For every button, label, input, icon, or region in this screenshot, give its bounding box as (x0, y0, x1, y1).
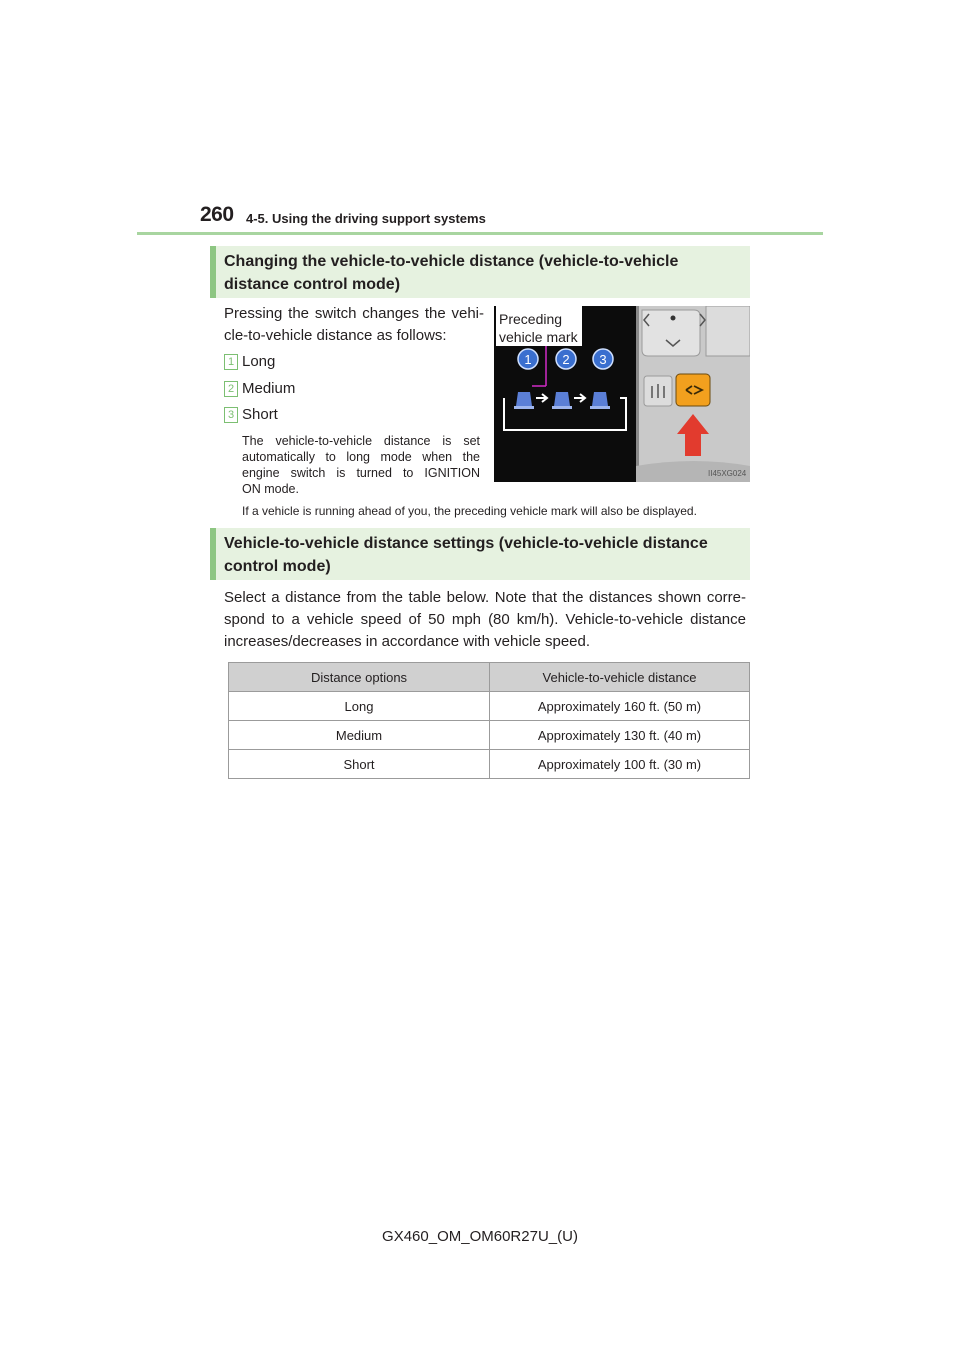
section-title: 4-5. Using the driving support systems (246, 211, 486, 226)
intro-line-1: Pressing the switch changes the vehi- (224, 305, 484, 322)
intro-line-2: cle-to-vehicle distance as follows: (224, 327, 447, 344)
callout-line-1: Preceding (499, 311, 563, 327)
table-cell: Long (229, 692, 490, 721)
section1-intro (224, 303, 484, 347)
section1-heading: Changing the vehicle-to-vehicle distance (vehicle-to-vehicle distance control mode) (210, 246, 750, 298)
footer-code: GX460_OM_OM60R27U_(U) (382, 1228, 578, 1245)
page-number: 260 (200, 203, 234, 226)
vehicle-marks (514, 392, 610, 409)
table-row (229, 692, 750, 721)
item-number-1: 1 (224, 354, 238, 370)
arrow-icon-2 (574, 394, 585, 402)
figure-illustration (494, 306, 750, 482)
section1-note (242, 433, 480, 497)
table-header-distance-options: Distance options (229, 663, 490, 692)
note-line-2: automatically to long mode when the (242, 450, 480, 464)
circle-number-2: 2 (562, 352, 570, 367)
note-line-3: engine switch is turned to IGNITION (242, 466, 480, 480)
figure-cruise-display (494, 306, 750, 482)
section2-heading: Vehicle-to-vehicle distance settings (vehicle-to-vehicle distance control mode) (210, 528, 750, 580)
header-rule (137, 232, 823, 235)
table-header-row (229, 663, 750, 692)
item-number-3: 3 (224, 407, 238, 423)
distance-switch-button (676, 374, 710, 406)
note-line-1: The vehicle-to-vehicle distance is set (242, 434, 480, 448)
para-line-1: Select a distance from the table below. Note that the distances shown corre- (224, 589, 746, 606)
table-cell: Approximately 160 ft. (50 m) (490, 692, 750, 721)
item-number-2: 2 (224, 381, 238, 397)
circle-number-1: 1 (524, 352, 532, 367)
vehicle-mark-3 (592, 392, 608, 406)
distance-table (228, 662, 750, 779)
item-label-short: Short (242, 406, 278, 423)
circle-numbers (518, 349, 613, 369)
section2-paragraph (224, 587, 746, 653)
figure-code: II45XG024 (708, 469, 747, 478)
table-cell: Approximately 100 ft. (30 m) (490, 750, 750, 779)
arrow-icon-1 (536, 394, 547, 402)
note-line-4: ON mode. (242, 482, 299, 496)
table-row (229, 750, 750, 779)
para-line-2: spond to a vehicle speed of 50 mph (80 km/h). Vehicle-to-vehicle distance (224, 611, 746, 628)
item-label-long: Long (242, 353, 276, 370)
vehicle-mark-2 (554, 392, 570, 406)
item-label-medium: Medium (242, 380, 296, 397)
vehicle-mark-1 (516, 392, 532, 406)
table-cell: Medium (229, 721, 490, 750)
table-row (229, 721, 750, 750)
para-line-3: increases/decreases in accordance with vehicle speed. (224, 633, 591, 650)
table-header-vehicle-distance: Vehicle-to-vehicle distance (490, 663, 750, 692)
table-cell: Short (229, 750, 490, 779)
table-cell: Approximately 130 ft. (40 m) (490, 721, 750, 750)
callout-line-2: vehicle mark (499, 329, 578, 345)
circle-number-3: 3 (599, 352, 607, 367)
section1-note2: If a vehicle is running ahead of you, the preceding vehicle mark will also be displayed. (242, 504, 697, 518)
